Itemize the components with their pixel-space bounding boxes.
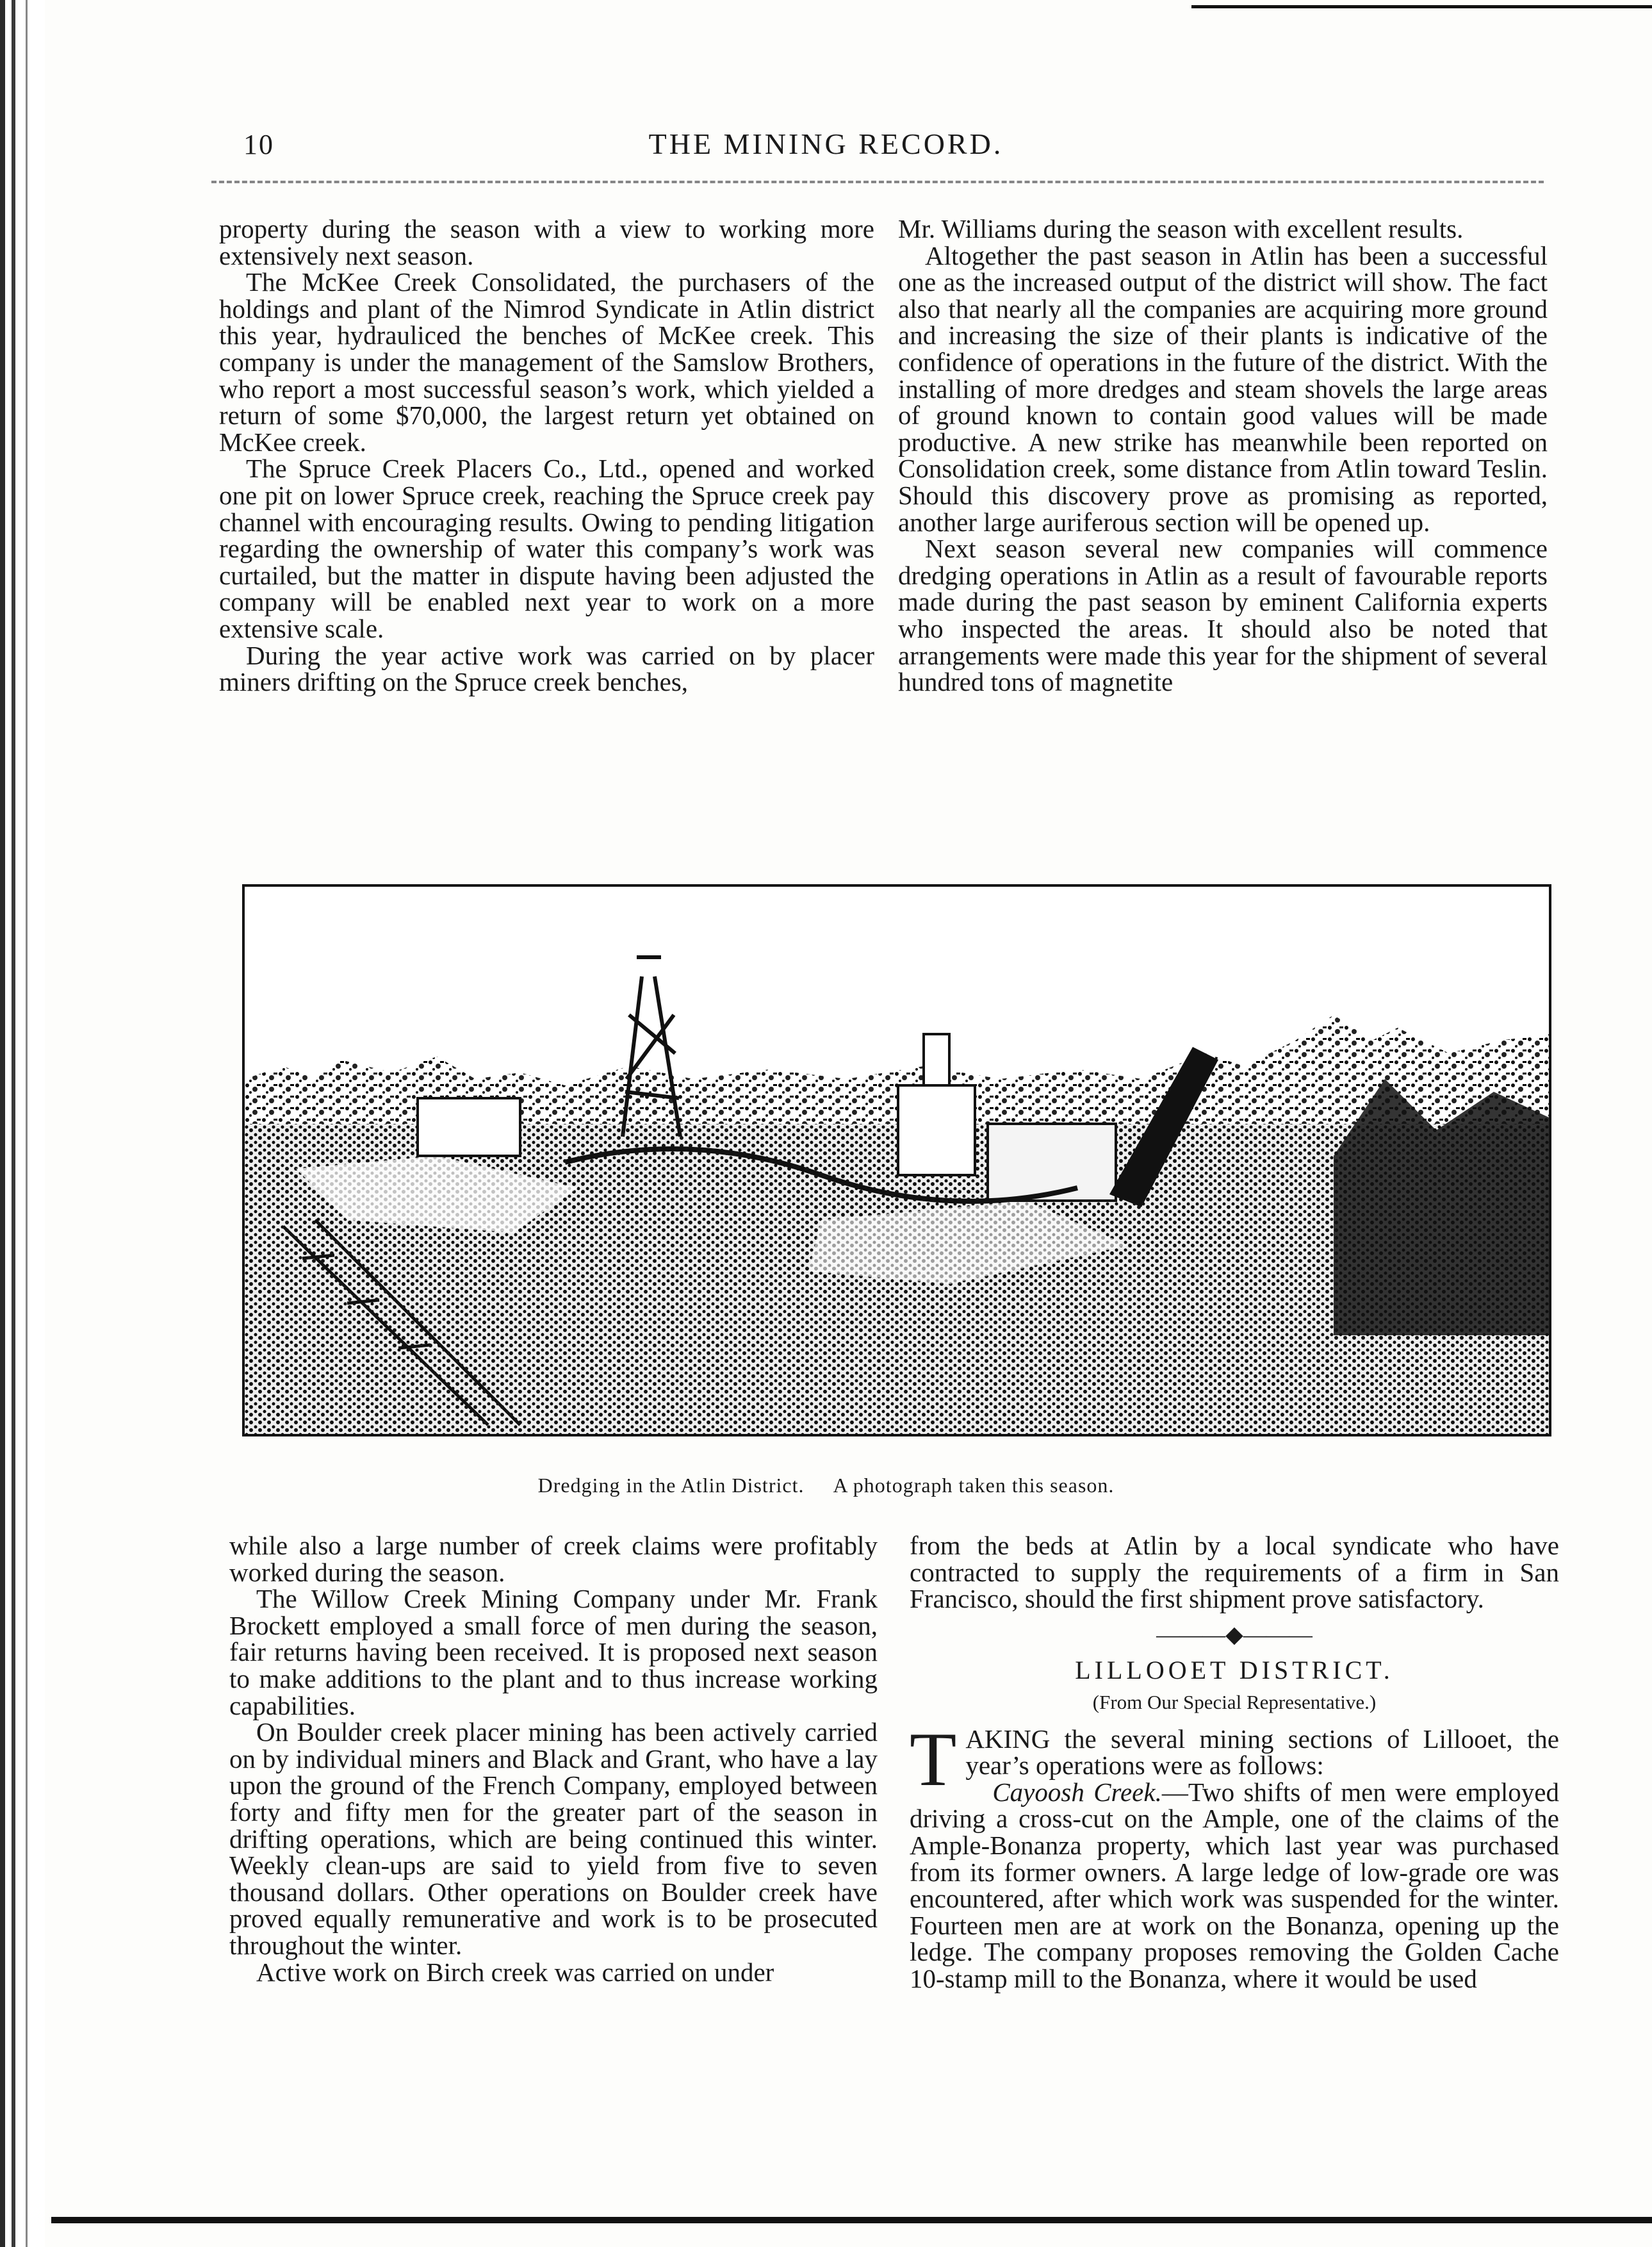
intro-text: AKING the several mining sections of Lillooet, the year’s operations were as follows: — [965, 1724, 1559, 1781]
photo-caption — [0, 1474, 1652, 1497]
body-text: —Two shifts of men were employed driving a cross-cut on the Ample, one of the claims of the Ample-Bonanza property, which last year was purchased from its former owners. A large ledge of low-grade ore was encountered, after which work was suspended for the winter. Fourteen men are at work on the Bonanza, opening up the ledge. The company proposes removing the Golden Cache 10-stamp mill to the Bonanza, where it would be used — [910, 1777, 1559, 1993]
section-byline: (From Our Special Representative.) — [1092, 1690, 1377, 1713]
subhead: Cayoosh Creek. — [992, 1777, 1162, 1807]
running-head: THE MINING RECORD. — [648, 128, 1004, 160]
paragraph: while also a large number of creek claims were profitably worked during the season. — [229, 1531, 878, 1587]
caption-left: Dredging in the Atlin District. — [537, 1474, 805, 1497]
header-rule — [211, 181, 1544, 183]
page-binding-edge — [0, 0, 45, 2247]
drop-cap: T — [910, 1716, 957, 1802]
section-title: LILLOOET DISTRICT. — [1075, 1656, 1394, 1685]
paragraph: The McKee Creek Consolidated, the purchasers of the holdings and plant of the Nimrod Syndicate in Atlin district this year, hydrauliced the benches of McKee creek. This company is under the management of the Samslow Brothers, who report a most successful season’s work, which yielded a return of some $70,000, the largest return yet obtained on McKee creek. — [219, 267, 874, 457]
column-left-top — [219, 216, 874, 696]
section-ornament: ———◆——— — [1156, 1621, 1313, 1647]
paragraph: Mr. Williams during the season with excellent results. — [898, 214, 1464, 243]
column-left-bottom — [229, 1533, 878, 1986]
paragraph: from the beds at Atlin by a local syndicate who have contracted to supply the requirements of a firm in San Francisco, should the first shipment prove satisfactory. — [910, 1531, 1559, 1614]
paragraph: Next season several new companies will commence dredging operations in Atlin as a result of favourable reports made during the past season by eminent California experts who inspected the areas. It should also be noted that arrangements were made this year for the shipment of several hundred tons of magnetite — [898, 534, 1548, 697]
column-right-top — [898, 216, 1548, 696]
paragraph: Active work on Birch creek was carried on under — [256, 1957, 774, 1987]
paragraph: property during the season with a view to working more extensively next season. — [219, 214, 874, 270]
dredging-photograph — [242, 884, 1551, 1436]
paragraph — [910, 1779, 1559, 1993]
paragraph: Altogether the past season in Atlin has been a successful one as the increased output of the district will show. The fact also that nearly all the companies are acquiring more ground and increasing the size of their plants is indicative of the confidence of operations in the future of the district. With the installing of more dredges and steam shovels the large areas of ground known to contain good values will be made productive. A new strike has meanwhile been reported on Consolidation creek, some distance from Atlin toward Teslin. Should this discovery prove as promising as reported, another large auriferous section will be opened up. — [898, 240, 1548, 537]
top-rule — [1191, 5, 1652, 8]
paragraph: The Spruce Creek Placers Co., Ltd., opened and worked one pit on lower Spruce creek, reaching the Spruce creek pay channel with encouraging results. Owing to pending litigation regarding the ownership of water this company’s work was curtailed, but the matter in dispute having been adjusted the company will be enabled next year to work on a more extensive scale. — [219, 454, 874, 643]
column-right-bottom — [910, 1533, 1559, 1993]
bottom-rule — [51, 2217, 1652, 2223]
paragraph: On Boulder creek placer mining has been actively carried on by individual miners and Black and Grant, who have a lay upon the ground of the French Company, employed between forty and fifty men for the greater part of the season in drifting operations, which are being continued this winter. Weekly clean-ups are said to yield from five to seven thousand dollars. Other operations on Boulder creek have proved equally remunerative and work is to be prosecuted throughout the winter. — [229, 1717, 878, 1960]
paragraph: The Willow Creek Mining Company under Mr. Frank Brockett employed a small force of men during the season, fair returns having been received. It is proposed next season to make additions to the plant and to thus increase working capabilities. — [229, 1584, 878, 1720]
paragraph: During the year active work was carried on by placer miners drifting on the Spruce creek benches, — [219, 640, 874, 697]
caption-right: A photograph taken this season. — [833, 1474, 1115, 1497]
page-number: 10 — [243, 129, 274, 160]
